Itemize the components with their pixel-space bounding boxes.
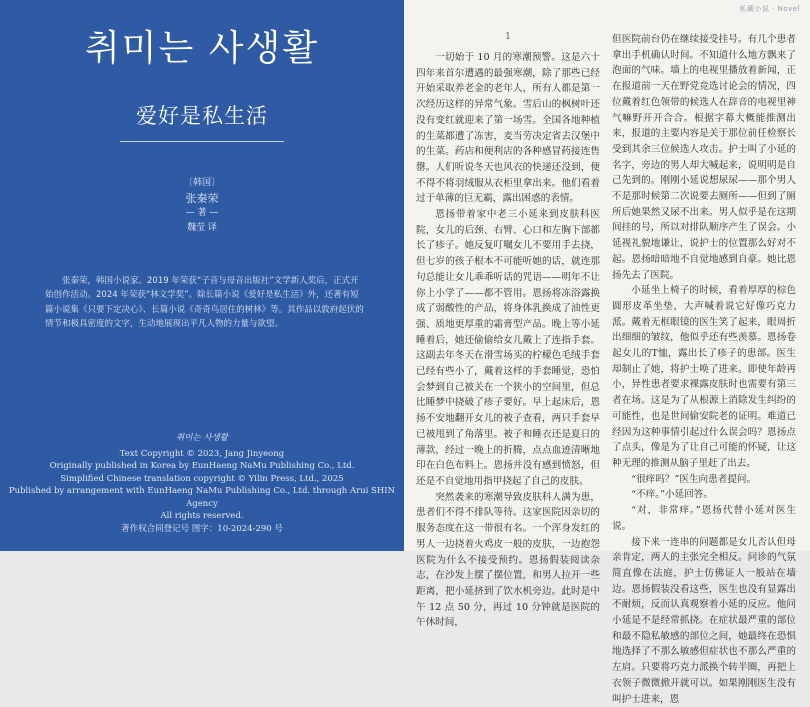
paragraph: 一切始于 10 月的寒潮预警。这是六十四年来首尔遭遇的最强寒潮，除了那些已经开始采取养老金的老年人，所有人都是第一次经历这样的异常气象。雪后山的枫树叶还没有变红就迎来了第一场雪。全国各地种植的生菜都遭了冻害，麦当劳决定省去汉堡中的生菜。药店和便利店的各种感冒药接连售罄。人们听说冬天也风衣的快递还没到，便不得不将羽绒服从衣柜里拿出来。他们看着过于单薄的巨无霸，露出困惑的表情。 bbox=[416, 50, 600, 207]
copyright-block bbox=[0, 432, 404, 535]
paragraph: 接下来一连串的问题都是女儿否认但母亲肯定，两人的主张完全相反。问诊的气氛简直像在法庭，护士仿佛证人一般站在墙边。恩扬假装没看这些，医生也没有显露出不耐烦，反而认真观察着小延的反应。他问小延是不是经常抓挠。在症状最严重的部位和最不隐私敏感的部位之间，她最终在恐惧地选择了不那么敏感但症状也不那么严重的左肩。只要将巧克力派换个转半圈，再把上衣领子微微掀开就可以。如果刚刚医生没有叫护士进来，恩 bbox=[612, 535, 796, 707]
paragraph: 恩扬带着家中老三小延来到皮肤科医院，女儿的后颈、右臂、心口和左胸下部都长了疹子。她反复叮嘱女儿不要用手去挠，但七岁的孩子根本不可能听她的话，就连那句总能让女儿乖乖听话的咒语——明年不让你上小学了——都不管用。恩扬将冻浴露换成了弱酸性的产品，将身体乳换成了油性更强、质地更厚重的霜膏型产品。晚上等小延睡着后，她还偷偷给女儿戴上了连指手套。这副去年冬天在滑雪场买的柠檬色毛绒手套已经有些小了，戴着这样的手套睡觉，恐怕会梦到自己被关在一个狭小的空间里，但总比睡梦中挠破了疹子要好。早上起床后，恩扬不安地翻开女儿的被子查看，两只手套早已被甩到了角落里。被子和睡衣还是夏日的薄款，经过一晚上的折腾，点点血迹清晰地印在白色布料上。恩扬并没有感到愤怒，但还是不自觉地用指甲挠起了自己的皮肤。 bbox=[416, 207, 600, 490]
paragraph: 但医院前台仍在继续接受挂号。有几个患者拿出手机确认时间。不知道什么地方飘来了泡面的气味。墙上的电视里播放着新闻，正在报道前一天在野党竞选讨论会的情况，四位戴着红色领带的候选人在辞音的电视里神气嘛野开开合合。根据字幕大概能推测出来，报道的主要内容是关于那位前任检察长受到其余三位候选人攻击。护士叫了小延的名字，旁边的男人却大喊起来，说明明是自己先到的。刚刚小延说想尿尿——那个男人不是那时候第二次说要去厕所——但到了厕所后她果然又尿不出来。男人似乎是在这期间挂的号，所以对排队顺序产生了误会。小延视礼貌地谦让，说护士的位置那么好对不起。恩扬暗暗地不自觉地感到自豪。她比恩扬先去了医院。 bbox=[612, 32, 796, 283]
original-title: 취미는 사생활 bbox=[0, 432, 404, 445]
origin-tag: 〔韩国〕 bbox=[0, 176, 404, 191]
copyright-line: Originally published in Korea by EunHaeng NaMu Publishing Co., Ltd. bbox=[0, 460, 404, 473]
author-bio: 张秦荣，韩国小说家。2019 年荣获“子音与母音出版社”文学新人奖后，正式开始创作活动。2024 年荣获“林文学奖”。除长篇小说《爱好是私生活》外，还著有短篇小说集《只要下定决心》、长篇小说《奇奇鸟居住的树林》等。其作品以敦府起伏的情节和极具密度的文字，生动地展现出平凡人物的力量与欲望。 bbox=[45, 274, 365, 332]
title-divider bbox=[120, 141, 284, 142]
paragraph: 小延坐上椅子的时候，看着厚厚的棕色圆形皮革坐垫，大声喊着说它好像巧克力派。戴着无框眼镜的医生笑了起来，眼周折出细细的皱纹，他似乎还有些羡慕。恩扬卷起女儿的T恤，露出长了疹子的患部。医生却制止了她，将护士唤了进来。即使年龄再小，异性患者要求裸露皮肤时也需要有第三者在场。这是为了从根源上消除发生纠纷的可能性，也是世间偷安院老的证明。难道已经因为这种事情引起过什么误会吗？恩扬点了点头，像是为了让自己可能的怀疑，让这种无理的推测从脑子里赶了出去。 bbox=[612, 283, 796, 471]
credits-block bbox=[0, 176, 404, 236]
translator-line: 魏莹 译 bbox=[0, 221, 404, 236]
dialogue-line: “很痒吗？”医生向患者提问。 bbox=[612, 472, 796, 488]
dialogue-line: “不痒。”小延回答。 bbox=[612, 487, 796, 503]
copyright-line: All rights reserved. bbox=[0, 510, 404, 523]
copyright-line: Simplified Chinese translation copyright © Yilin Press, Ltd., 2025 bbox=[0, 473, 404, 486]
chinese-title: 爱好是私生活 bbox=[0, 100, 404, 130]
dialogue-line: “对，非常痒。”恩扬代替小延对医生说。 bbox=[612, 503, 796, 534]
registration-line: 著作权合同登记号 图字：10-2024-290 号 bbox=[0, 523, 404, 536]
text-column-right bbox=[612, 0, 796, 707]
korean-title: 취미는 사생활 bbox=[0, 20, 404, 71]
author-name: 张秦荣 bbox=[0, 191, 404, 206]
copyright-line: Published by arrangement with EunHaeng NaMu Publishing Co., Ltd. through Arui SHIN Agency bbox=[0, 485, 404, 510]
copyright-page bbox=[0, 0, 404, 551]
running-header: 私藏小说 · Novel bbox=[739, 4, 800, 14]
chapter-number: 1 bbox=[416, 32, 600, 50]
text-page bbox=[404, 0, 810, 551]
text-column-left bbox=[416, 0, 600, 631]
author-role: — 著 — bbox=[0, 206, 404, 221]
paragraph: 突然袭来的寒潮导致皮肤科人满为患，患者们不得不排队等待。这家医院因亲切的服务态度在这一带很有名。一个浑身发红的男人一边挠着火鸡皮一般的皮肤，一边抱怨医院为什么不接受预约。恩扬假装阅读杂志，在沙发上摆了摆位置，和男人拉开一些距离，把小延挤到了饮水机旁边。此时是中午 12 点 50 分，再过 10 分钟就是医院的午休时间， bbox=[416, 490, 600, 631]
copyright-line: Text Copyright © 2023, Jang Jinyeong bbox=[0, 448, 404, 461]
